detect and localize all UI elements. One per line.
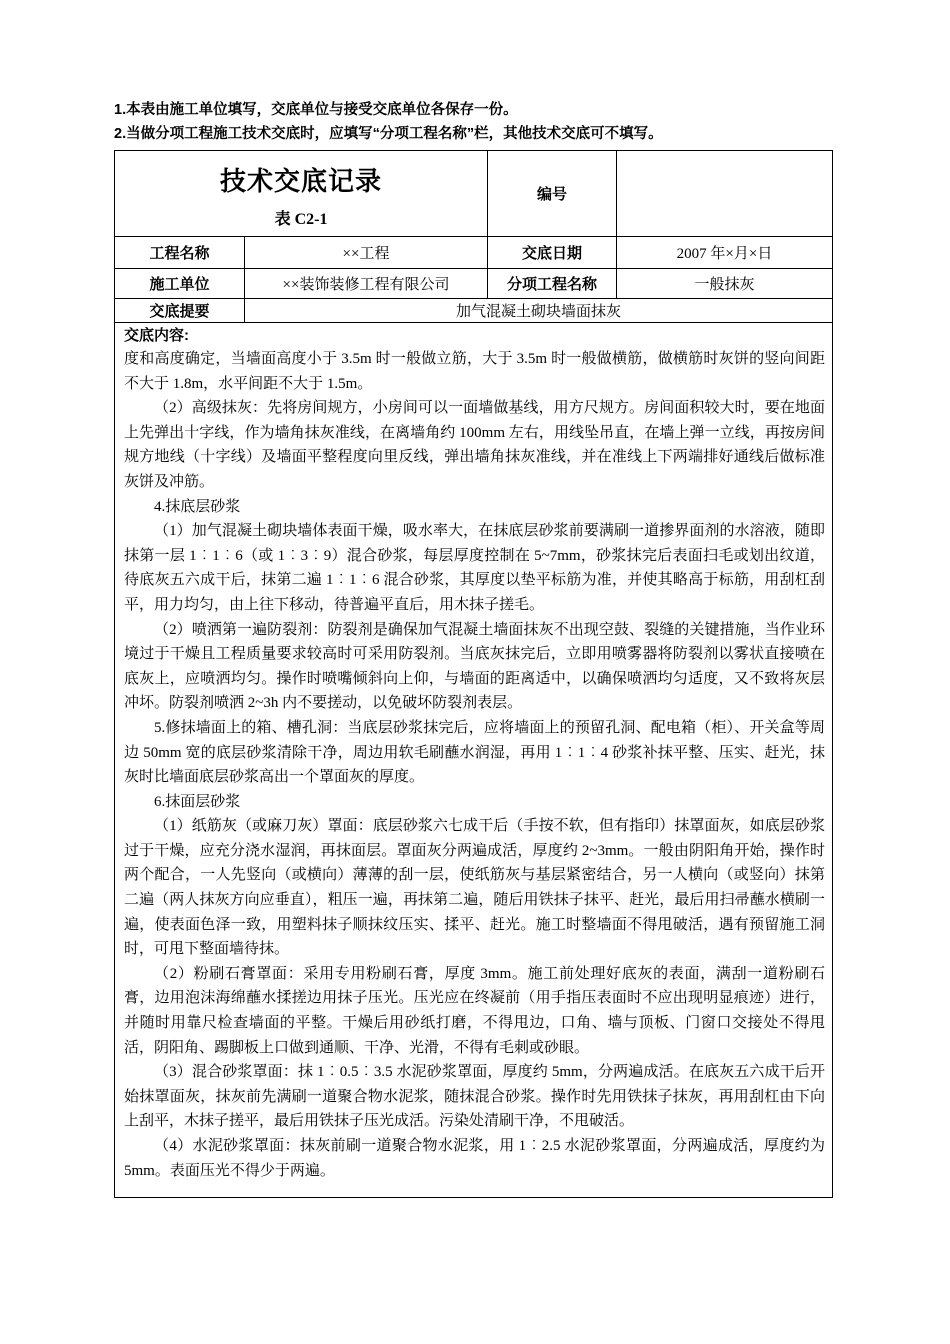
instructions [114, 98, 854, 146]
instruction-note: 1.本表由施工单位填写，交底单位与接受交底单位各保存一份。 [114, 102, 518, 118]
content-paragraph: （3）混合砂浆罩面：抹 1︰0.5︰3.5 水泥砂浆罩面，厚度约 5mm，分两遍成活。在底灰五六成干后开始抹罩面灰，抹灰前先满刷一道聚合物水泥浆，随抹混合砂浆。操作时先用铁抹子抹灰，再用刮杠由下向上刮平，木抹子搓平，最后用铁抹子压光成活。污染处清刷干净，不甩破活。 [124, 1064, 826, 1130]
content-paragraph: （2）高级抹灰：先将房间规方，小房间可以一面墙做基线，用方尺规方。房间面积较大时，要在地面上先弹出十字线，作为墙角抹灰准线，在离墙角约 100mm 左右，用线坠吊直，在墙上弹一立线，再按房间规方地线（十字线）及墙面平整程度向里反线，弹出墙角抹灰准线，并在准线上下两端排好通线后做标准灰饼及冲筋。 [124, 400, 826, 490]
contractor-label: 施工单位 [115, 269, 245, 299]
content-paragraph: （1）纸筋灰（或麻刀灰）罩面：底层砂浆六七成干后（手按不软，但有指印）抹罩面灰，如底层砂浆过于干燥，应充分浇水湿润，再抹面层。罩面灰分两遍成活，厚度约 2~3mm。一般由阴阳角开始，操作时两个配合，一人先竖向（或横向）薄薄的刮一层，使纸筋灰与基层紧密结合，另一人横向（或竖向）抹第二遍（两人抹灰方向应垂直），粗压一遍，再抹第二遍，随后用铁抹子抹平、赶光，最后用扫帚蘸水横刷一遍，使表面色泽一致，用塑料抹子顺抹纹压实、揉平、赶光。施工时整墙面不得甩破活，遇有预留施工洞时，可甩下整面墙待抹。 [124, 818, 826, 958]
content-paragraph: （2）喷洒第一遍防裂剂：防裂剂是确保加气混凝土墙面抹灰不出现空鼓、裂缝的关键措施，当作业环境过于干燥且工程质量要求较高时可采用防裂剂。当底灰抹完后，立即用喷雾器将防裂剂以雾状直接喷在底灰上，应喷洒均匀。操作时喷嘴倾斜向上仰，与墙面的距离适中，以确保喷洒均匀适度，又不致将灰层冲坏。防裂剂喷洒 2~3h 内不要搓动，以免破坏防裂剂表层。 [124, 621, 826, 712]
section-heading: 6.抹面层砂浆 [154, 793, 241, 810]
number-field[interactable] [617, 151, 833, 237]
content-paragraph: 5.修抹墙面上的箱、槽孔洞：当底层砂浆抹完后，应将墙面上的预留孔洞、配电箱（柜）、开关盒等周边 50mm 宽的底层砂浆清除干净，周边用软毛刷蘸水润湿，再用 1︰1︰4 砂浆补抹平整、压实、赶光，抹灰时比墙面底层砂浆高出一个罩面灰的厚度。 [124, 719, 826, 786]
form-title-cell [115, 151, 488, 237]
number-label: 编号 [488, 151, 617, 237]
section-heading: 4.抹底层砂浆 [154, 498, 241, 515]
subitem-label: 分项工程名称 [488, 269, 617, 299]
project-name-value: ××工程 [245, 237, 488, 269]
form-title: 技术交底记录 [220, 165, 383, 196]
project-name-label: 工程名称 [115, 237, 245, 269]
summary-label: 交底提要 [115, 299, 245, 323]
subitem-value: 一般抹灰 [617, 269, 833, 299]
technical-briefing-form [114, 150, 833, 1198]
summary-value: 加气混凝土砌块墙面抹灰 [245, 299, 833, 323]
briefing-date-value: 2007 年×月×日 [617, 237, 833, 269]
content-cell [115, 323, 833, 1198]
content-paragraph: （4）水泥砂浆罩面：抹灰前刷一道聚合物水泥浆，用 1︰2.5 水泥砂浆罩面，分两遍成活，厚度约为 5mm。表面压光不得少于两遍。 [124, 1138, 826, 1179]
content-paragraph: 度和高度确定，当墙面高度小于 3.5m 时一般做立筋，大于 3.5m 时一般做横筋，做横筋时灰饼的竖向间距不大于 1.8m，水平间距不大于 1.5m。 [124, 351, 826, 392]
content-paragraph: （2）粉刷石膏罩面：采用专用粉刷石膏，厚度 3mm。施工前处理好底灰的表面，满刮一道粉刷石膏，边用泡沫海绵蘸水揉搓边用抹子压光。压光应在终凝前（用手指压表面时不应出现明显痕迹）进行，并随时用靠尺检查墙面的平整。干燥后用砂纸打磨，不得甩边，口角、墙与顶板、门窗口交接处不得甩活，阴阳角、踢脚板上口做到通顺、干净、光滑，不得有毛刺或砂眼。 [124, 965, 826, 1056]
content-heading: 交底内容: [124, 327, 189, 344]
contractor-value: ××装饰装修工程有限公司 [245, 269, 488, 299]
instruction-note: 2.当做分项工程施工技术交底时，应填写“分项工程名称”栏，其他技术交底可不填写。 [114, 126, 663, 142]
form-code: 表 C2-1 [274, 210, 328, 228]
briefing-date-label: 交底日期 [488, 237, 617, 269]
content-paragraph: （1）加气混凝土砌块墙体表面干燥，吸水率大，在抹底层砂浆前要满刷一道掺界面剂的水溶液，随即抹第一层 1︰1︰6（或 1︰3︰9）混合砂浆，每层厚度控制在 5~7mm，砂浆抹完后表面扫毛或划出纹道，待底灰五六成干后，抹第二遍 1︰1︰6 混合砂浆，其厚度以垫平标筋为准，并使其略高于标筋，用刮杠刮平，用力均匀，由上往下移动，待普遍平直后，用木抹子搓毛。 [124, 523, 826, 613]
